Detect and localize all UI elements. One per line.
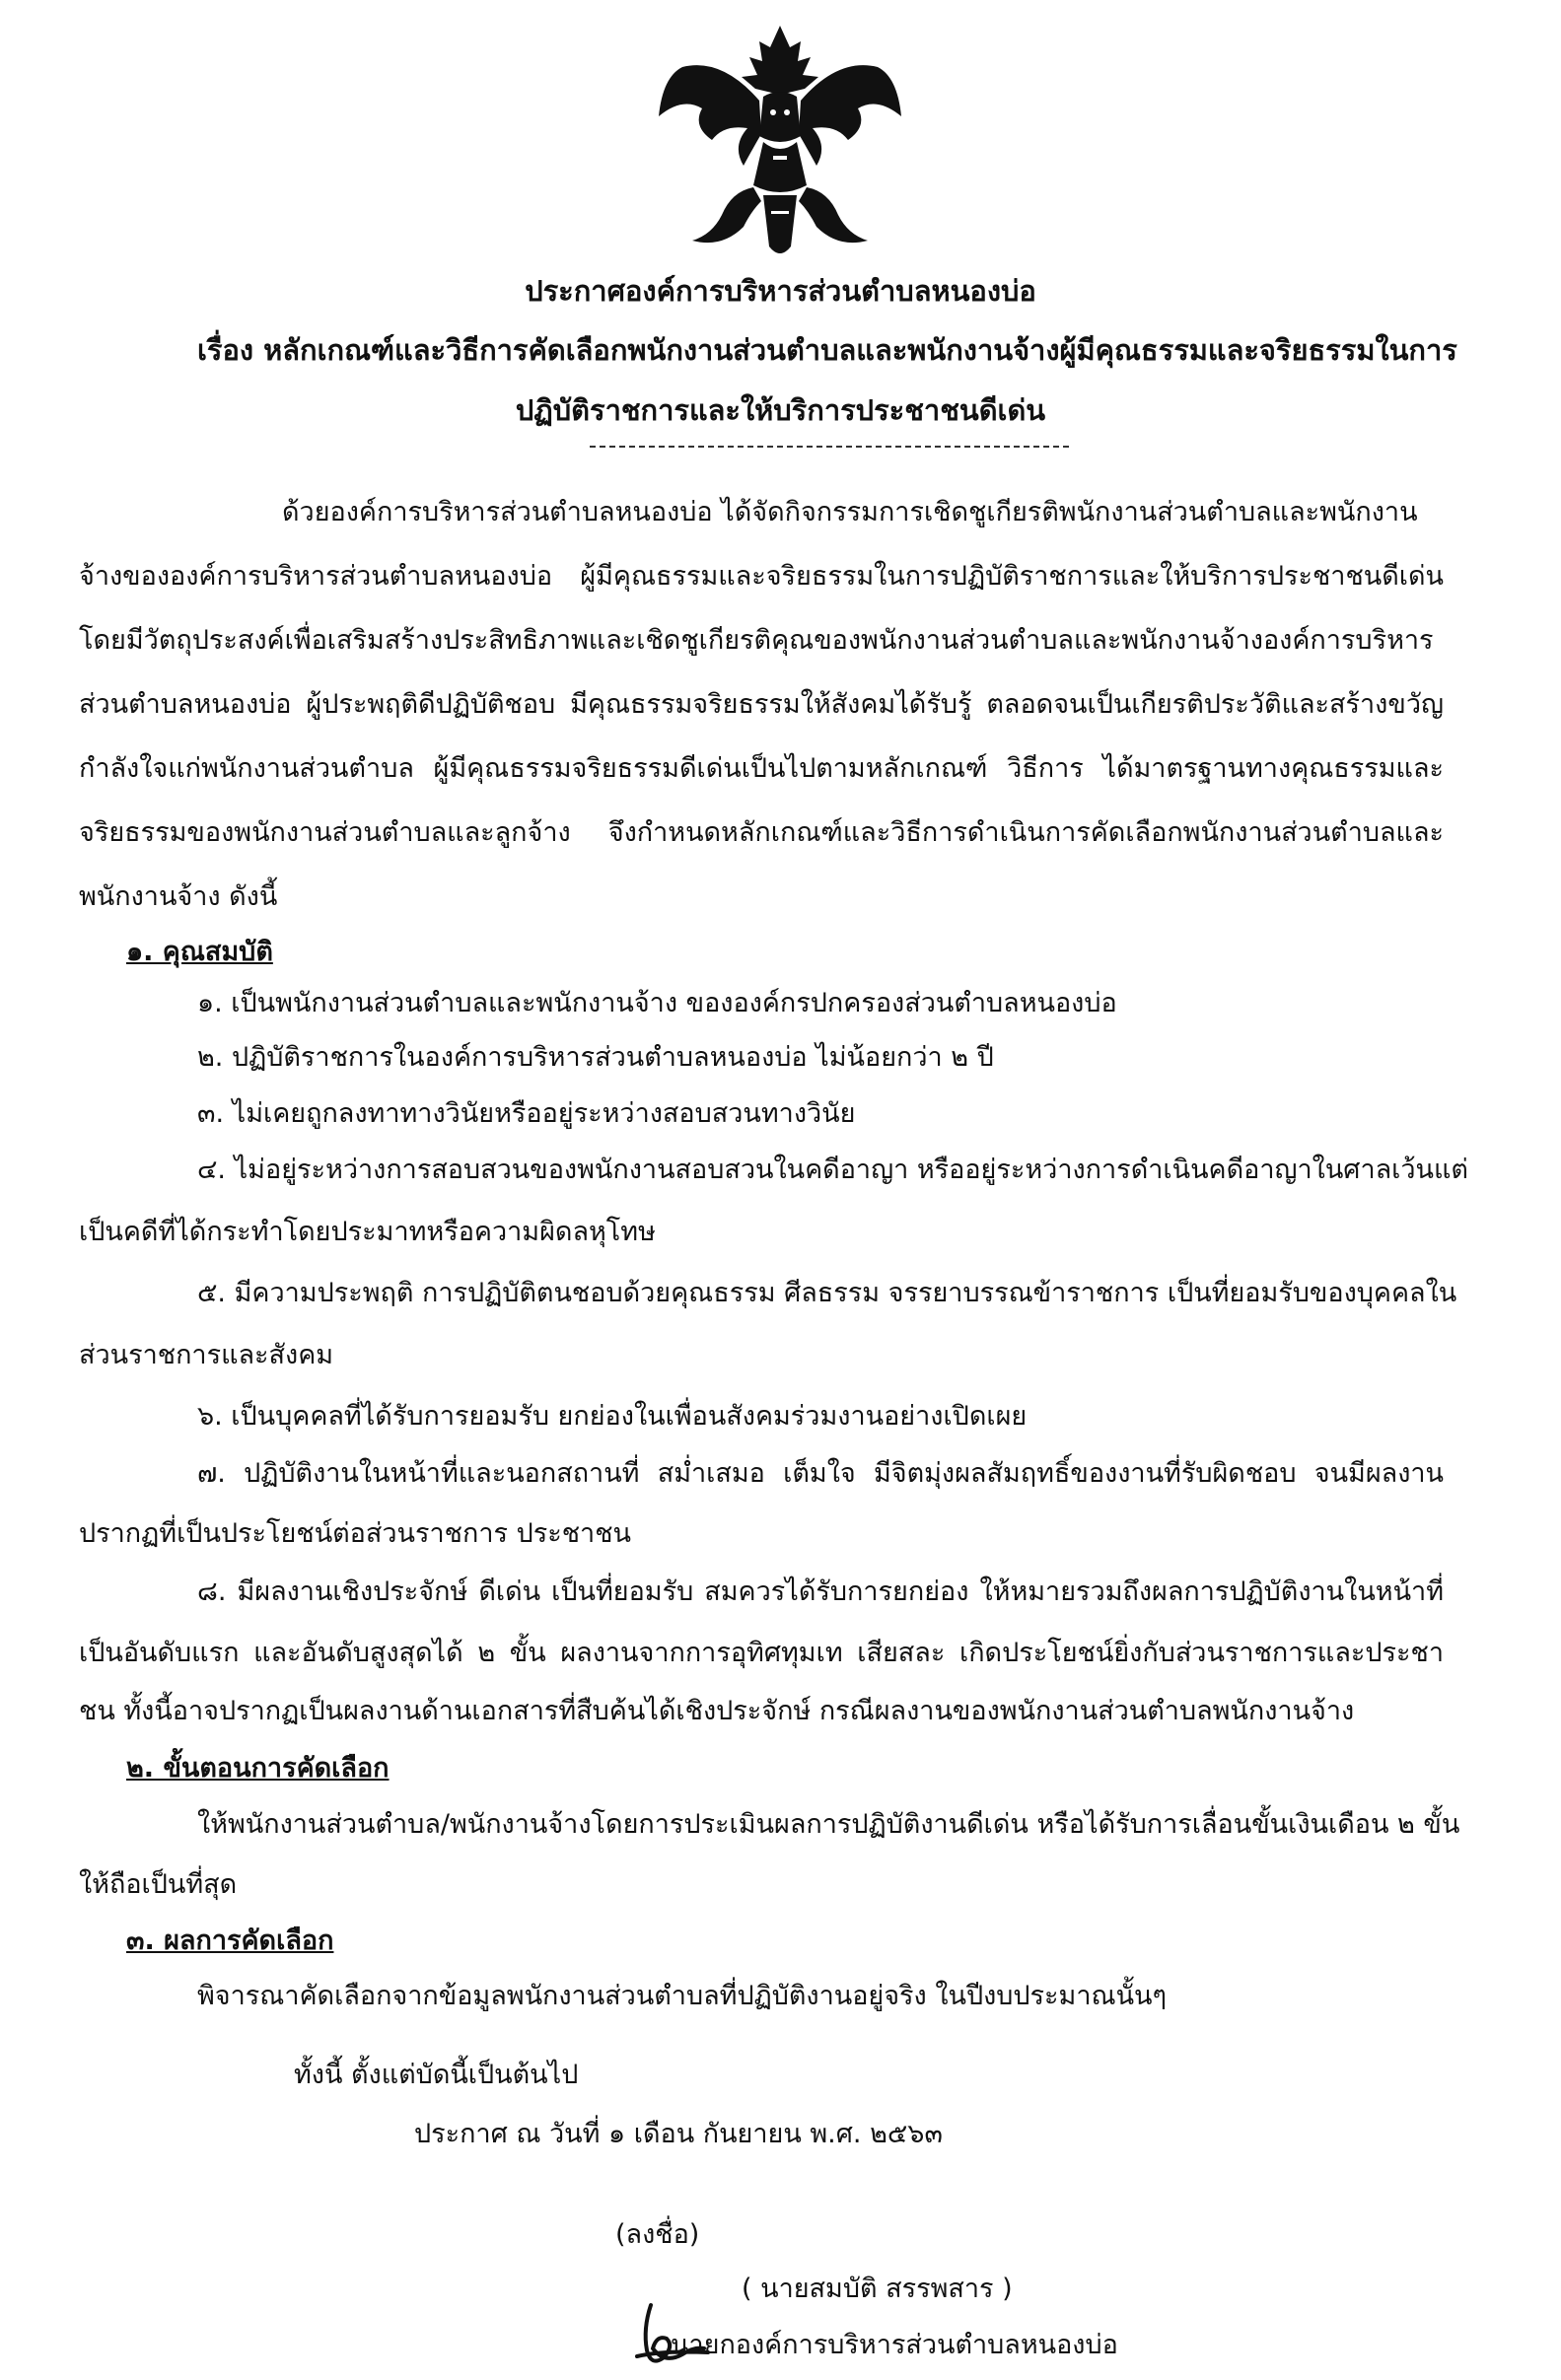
intro-line: จริยธรรมของพนักงานส่วนตำบลและลูกจ้าง จึงกำหนดหลักเกณฑ์และวิธีการดำเนินการคัดเลือกพนักงานส่วนตำบลและ: [79, 817, 1444, 848]
qualification-item: ส่วนราชการและสังคม: [79, 1340, 334, 1370]
qualification-item: เป็นคดีที่ได้กระทำโดยประมาทหรือความผิดลหุโทษ: [79, 1217, 656, 1247]
announcement-title: ประกาศองค์การบริหารส่วนตำบลหนองบ่อ: [525, 274, 1036, 308]
intro-line: ส่วนตำบลหนองบ่อ ผู้ประพฤติดีปฏิบัติชอบ มีคุณธรรมจริยธรรมให้สังคมได้รับรู้ ตลอดจนเป็นเกียรติประวัติและสร้างขวัญ: [79, 689, 1444, 720]
selection-process-line: ให้ถือเป็นที่สุด: [79, 1869, 238, 1900]
qualification-item: ๒. ปฏิบัติราชการในองค์การบริหารส่วนตำบลหนองบ่อ ไม่น้อยกว่า ๒ ปี: [197, 1042, 994, 1073]
intro-line: โดยมีวัตถุประสงค์เพื่อเสริมสร้างประสิทธิภาพและเชิดชูเกียรติคุณของพนักงานส่วนตำบลและพนักงานจ้างองค์การบริหาร: [79, 625, 1434, 656]
signer-name: ( นายสมบัติ สรรพสาร ): [742, 2274, 1013, 2304]
intro-line: จ้างขององค์การบริหารส่วนตำบลหนองบ่อ ผู้มีคุณธรรมและจริยธรรมในการปฏิบัติราชการและให้บริการประชาชนดีเด่น: [79, 561, 1444, 592]
signer-position: นายกองค์การบริหารส่วนตำบลหนองบ่อ: [671, 2330, 1118, 2360]
qualification-item: ๘. มีผลงานเชิงประจักษ์ ดีเด่น เป็นที่ยอมรับ สมควรได้รับการยกย่อง ให้หมายรวมถึงผลการปฏิบัติงานในหน้าที่: [197, 1576, 1444, 1607]
section-heading-selection-process: ๒. ขั้นตอนการคัดเลือก: [126, 1753, 390, 1784]
garuda-emblem: [653, 18, 907, 266]
announcement-date: ประกาศ ณ วันที่ ๑ เดือน กันยายน พ.ศ. ๒๕๖๓: [414, 2119, 943, 2149]
selection-process-line: ให้พนักงานส่วนตำบล/พนักงานจ้างโดยการประเมินผลการปฏิบัติงานดีเด่น หรือได้รับการเลื่อนขั้นเงินเดือน ๒ ขั้น: [197, 1809, 1460, 1840]
intro-line: กำลังใจแก่พนักงานส่วนตำบล ผู้มีคุณธรรมจริยธรรมดีเด่นเป็นไปตามหลักเกณฑ์ วิธีการ ได้มาตรฐานทางคุณธรรมและ: [79, 753, 1444, 784]
qualification-item: ๕. มีความประพฤติ การปฏิบัติตนชอบด้วยคุณธรรม ศีลธรรม จรรยาบรรณข้าราชการ เป็นที่ยอมรับของบุคคลใน: [197, 1278, 1457, 1308]
effective-statement: ทั้งนี้ ตั้งแต่บัดนี้เป็นต้นไป: [294, 2060, 579, 2090]
qualification-item: ชน ทั้งนี้อาจปรากฏเป็นผลงานด้านเอกสารที่สืบค้นได้เชิงประจักษ์ กรณีผลงานของพนักงานส่วนตำบลพนักงานจ้าง: [79, 1696, 1355, 1726]
subject-line-1: เรื่อง หลักเกณฑ์และวิธีการคัดเลือกพนักงานส่วนตำบลและพนักงานจ้างผู้มีคุณธรรมและจริยธรรมในการ: [197, 333, 1457, 367]
qualification-item: ปรากฏที่เป็นประโยชน์ต่อส่วนราชการ ประชาชน: [79, 1518, 631, 1549]
intro-line: พนักงานจ้าง ดังนี้: [79, 881, 278, 912]
intro-line: ด้วยองค์การบริหารส่วนตำบลหนองบ่อ ได้จัดกิจกรรมการเชิดชูเกียรติพนักงานส่วนตำบลและพนักงาน: [282, 497, 1418, 527]
section-heading-selection-result: ๓. ผลการคัดเลือก: [126, 1925, 334, 1956]
selection-result-line: พิจารณาคัดเลือกจากข้อมูลพนักงานส่วนตำบลที่ปฏิบัติงานอยู่จริง ในปีงบประมาณนั้นๆ: [197, 1981, 1167, 2011]
qualification-item: ๔. ไม่อยู่ระหว่างการสอบสวนของพนักงานสอบสวนในคดีอาญา หรืออยู่ระหว่างการดำเนินคดีอาญาในศาลเว้นแต่: [197, 1155, 1468, 1185]
dashed-divider: [590, 446, 1069, 448]
section-heading-qualifications: ๑. คุณสมบัติ: [126, 937, 273, 967]
subject-line-2: ปฏิบัติราชการและให้บริการประชาชนดีเด่น: [515, 393, 1046, 427]
qualification-item: ๗. ปฏิบัติงานในหน้าที่และนอกสถานที่ สม่ำเสมอ เต็มใจ มีจิตมุ่งผลสัมฤทธิ์ของงานที่รับผิดชอบ จนมีผลงาน: [197, 1458, 1444, 1489]
qualification-item: เป็นอันดับแรก และอันดับสูงสุดได้ ๒ ขั้น ผลงานจากการอุทิศทุมเท เสียสละ เกิดประโยชน์ยิ่งกับส่วนราชการและประชา: [79, 1638, 1444, 1668]
qualification-item: ๓. ไม่เคยถูกลงทาทางวินัยหรืออยู่ระหว่างสอบสวนทางวินัย: [197, 1098, 856, 1129]
qualification-item: ๑. เป็นพนักงานส่วนตำบลและพนักงานจ้าง ขององค์กรปกครองส่วนตำบลหนองบ่อ: [197, 988, 1117, 1018]
qualification-item: ๖. เป็นบุคคลที่ได้รับการยอมรับ ยกย่องในเพื่อนสังคมร่วมงานอย่างเปิดเผย: [197, 1401, 1028, 1432]
signed-label: (ลงชื่อ): [615, 2219, 700, 2250]
